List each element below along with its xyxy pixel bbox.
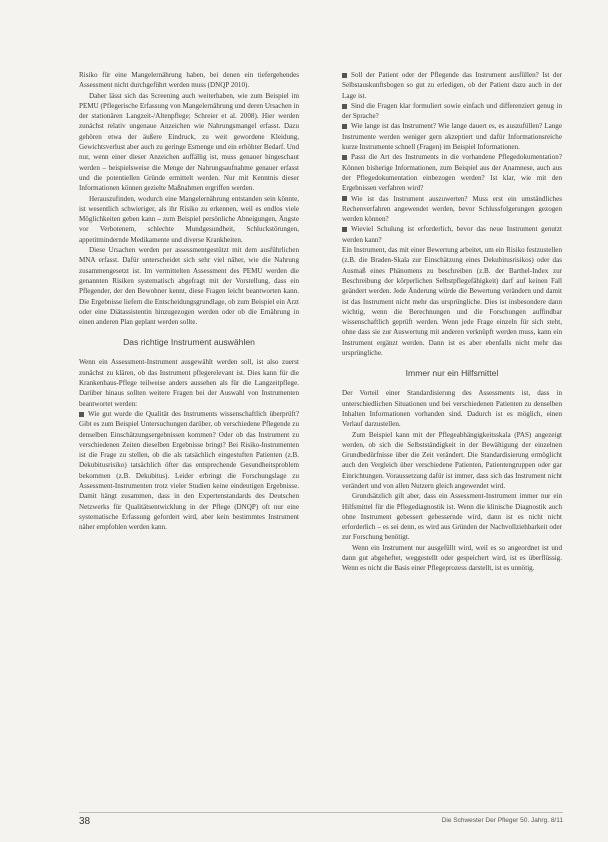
bullet-square-icon bbox=[79, 412, 84, 417]
bullet-item bbox=[79, 409, 299, 533]
bullet-item bbox=[342, 101, 562, 122]
bullet-item bbox=[342, 194, 562, 225]
paragraph: Daher lässt sich das Screening auch weiterhaben, wie zum Beispiel im PEMU (Pflegerische Erfassung von Mangelernährung und deren Ursachen in der stationären Langzeit-/Altenpflege; Schreier et al. 2008). Hier werden zunächst relativ ungenaue Anzeichen wie Nahrungsmangel erfasst. Dazu gehören etwa der äußere Eindruck, zu weit gewordene Kleidung, Gewichtsverlust aber auch zu geringe Esmenge und ein erhöhter Bedarf. Und nur, wenn einer dieser Anzeichen auffällig ist, muss genauer hingeschaut werden – beispielsweise die Menge der Nahrungsaufnahme genauer erfasst und die potentiellen Gründe ermittelt werden. Nur mit Kenntnis dieser Informationen können gezielte Maßnahmen ergriffen werden. bbox=[79, 91, 299, 193]
paragraph: Ein Instrument, das mit einer Bewertung arbeitet, um ein Risiko festzustellen (z.B. die Braden-Skala zur Einschätzung eines Dekubitusrisikos) oder das Ausmaß eines Phänomens zu beschreiben (z.B. der Barthel-Index zur Beschreibung der körperlichen Selbstpflegefähigkeit) darf auf keinen Fall geändert werden. Jede Änderung würde die Bewertung verändern und damit ist das Instrument nicht mehr das ursprüngliche. Dies ist insbesondere dann wichtig, wenn die Berechnungen und die Forschungen auffindbar wissenschaftlich geprüft werden. Wenn jede Frage einzeln für sich steht, ohne dass sie zur Auswertung mit anderen verknüpft werden muss, kann ein Instrument ergänzt werden. Dann ist es aber ebenfalls nicht mehr das ursprüngliche. bbox=[342, 246, 562, 358]
bullet-item bbox=[342, 152, 562, 193]
section-heading: Das richtige Instrument auswählen bbox=[123, 337, 255, 348]
bullet-square-icon bbox=[342, 104, 347, 109]
footer-divider bbox=[79, 812, 563, 813]
paragraph: Wenn ein Instrument nur ausgefüllt wird, weil es so angeordnet ist und dann gut abgeheftet, weggestellt oder gespeichert wird, ist es überflüssig. Wenn es nicht die Basis einer Pflegeprozess darstellt, ist es unnötig. bbox=[342, 543, 562, 573]
journal-footer: Die Schwester Der Pfleger 50. Jahrg. 8/11 bbox=[441, 817, 563, 824]
bullet-item bbox=[342, 121, 562, 152]
section-heading: Immer nur ein Hilfsmittel bbox=[405, 368, 499, 379]
bullet-text: Wie ist das Instrument auszuwerten? Muss erst ein umständliches Rechenverfahren angewendet werden, bevor Schlussfolgerungen gezogen werden können? bbox=[342, 194, 562, 224]
bullet-square-icon bbox=[342, 227, 347, 232]
bullet-text: Wie lange ist das Instrument? Wie lange dauert es, es auszufüllen? Lange Instrumente werden weniger gern akzeptiert und dafür Informationsreiche kurze Instrumente schnell (Fragen) im Beispiel Informationen. bbox=[342, 122, 562, 152]
paragraph: Grundsätzlich gilt aber, dass ein Assessment-Instrument immer nur ein Hilfsmittel für die Pflegediagnostik ist. Wenn die klinische Diagnostik auch ohne Instrument gebessert gebessernde wird, dann ist es nicht nicht erforderlich – es sei denn, es wird aus Gründen der Nachvollziehbarkeit oder zur Forschung benötigt. bbox=[342, 492, 562, 542]
bullet-text: Soll der Patient oder der Pflegende das Instrument ausfüllen? Ist der Selbstauskunftsbogen so gut zu erledigen, ob der Patient dazu auch in der Lage ist. bbox=[342, 71, 562, 100]
page-number: 38 bbox=[79, 816, 91, 827]
bullet-text: Sind die Fragen klar formuliert sowie einfach und differenziert genug in der Sprache? bbox=[342, 101, 562, 121]
paragraph: Wenn ein Assessment-Instrument ausgewählt werden soll, ist also zuerst zunächst zu klären, ob das Instrument pflegerelevant ist. Dies kann für die Krankenhaus-Pflege teilweise anders aussehen als für die Langzeitpflege. Darüber hinaus sollten weitere Fragen bei der Auswahl von Instrumenten beantwortet werden: bbox=[79, 358, 299, 408]
bullet-item bbox=[342, 70, 562, 101]
bullet-square-icon bbox=[342, 196, 347, 201]
paragraph: Diese Ursachen werden per assessmentgestützt mit dem ausführlichen MNA erfasst. Dafür unterscheidet sich sehr viel näher, wie die Nahrung zusammengesetzt ist. Im vermittelten Assessment des PEMU werden die genannten Risiken systematisch abgefragt mit der Vorstellung, dass ein Pflegender, der den Bewohner kennt, diese Fragen leicht beantworten kann. Die Ergebnisse liefern die Entscheidungsgrundlage, ob zum Beispiel ein Arzt oder eine Diätassistentin hinzugezogen werden oder ob die Ernährung in einen anderen Plan geplant werden sollte. bbox=[79, 246, 299, 327]
bullet-text: Wieviel Schulung ist erforderlich, bevor das neue Instrument genutzt werden kann? bbox=[342, 225, 562, 244]
paragraph: Risiko für eine Mangelernährung haben, bei denen ein tiefergehendes Assessment nicht durchgeführt werden muss (DNQP 2010). bbox=[79, 71, 299, 90]
bullet-text: Passt die Art des Instruments in die vorhandene Pflegedokumentation? Können bisherige Informationen, zum Beispiel aus der Anamnese, auch aus der Pflegedokumentation einbezogen werden? Ist klar, wie mit den Ergebnissen verfahren wird? bbox=[342, 153, 562, 193]
bullet-square-icon bbox=[342, 155, 347, 160]
right-column bbox=[342, 70, 562, 574]
paragraph: Herauszufinden, wodurch eine Mangelernährung entstanden sein könnte, ist wesentlich schwieriger, als ihr Risiko zu erkennen, weil es endlos viele Möglichkeiten geben kann – zum Beispiel persönliche Abneigungen, Ängste vor Verbotenem, schlechte Mundgesundheit, Schluckstörungen, appetitmindernde Medikamente und diverse Krankheiten. bbox=[79, 194, 299, 244]
paragraph: Zum Beispiel kann mit der Pflegeabhängigkeitsskala (PAS) angezeigt werden, ob sich die Selbstständigkeit in der Bewältigung der einzelnen Grundbedürfnisse über die Zeit verändert. Die Standardisierung ermöglicht auch den Vergleich über verschiedene Patienten, Patientengruppen oder gar Einrichtungen. Voraussetzung dafür ist immer, dass sich das Instrument nicht verändert und von allen Nutzern gleich angewendet wird. bbox=[342, 430, 562, 490]
paragraph: Der Vorteil einer Standardisierung des Assessments ist, dass in unterschiedlichen Situationen und bei verschiedenen Patienten zu denselben Inhalten Informationen vorhanden sind. Dadurch ist es möglich, einen Verlauf darzustellen. bbox=[342, 389, 562, 429]
bullet-square-icon bbox=[342, 124, 347, 129]
left-column bbox=[79, 70, 299, 532]
bullet-item bbox=[342, 224, 562, 245]
bullet-square-icon bbox=[342, 73, 347, 78]
bullet-text: Wie gut wurde die Qualität des Instruments wissenschaftlich überprüft? Gibt es zum Beispiel Untersuchungen darüber, ob verschiedene Pflegende zu denselben Einschätzungsergebnissen kommen? Oder ob das Instrument zu verschiedenen Zeiten dieselben Ergebnisse bringt? Bei Risiko-Instrumenten ist die Frage zu stellen, ob die als tatsächlich eingestuften Patienten (z.B. Dekubitusrisiko) tatsächlich öfter das entsprechende Gesundheitsproblem bekommen (z.B. Dekubitus). Leider erbringt die Forschungslage zu Assessment-Instrumenten trotz vieler Studien keine eindeutigen Ergebnisse. Damit hängt zusammen, dass in den Expertenstandards des Deutschen Netzwerks für Qualitätsentwicklung in der Pflege (DNQP) oft nur eine systematische Erfassung gefordert wird, aber kein bestimmtes Instrument näher empfohlen werden kann. bbox=[79, 409, 299, 532]
